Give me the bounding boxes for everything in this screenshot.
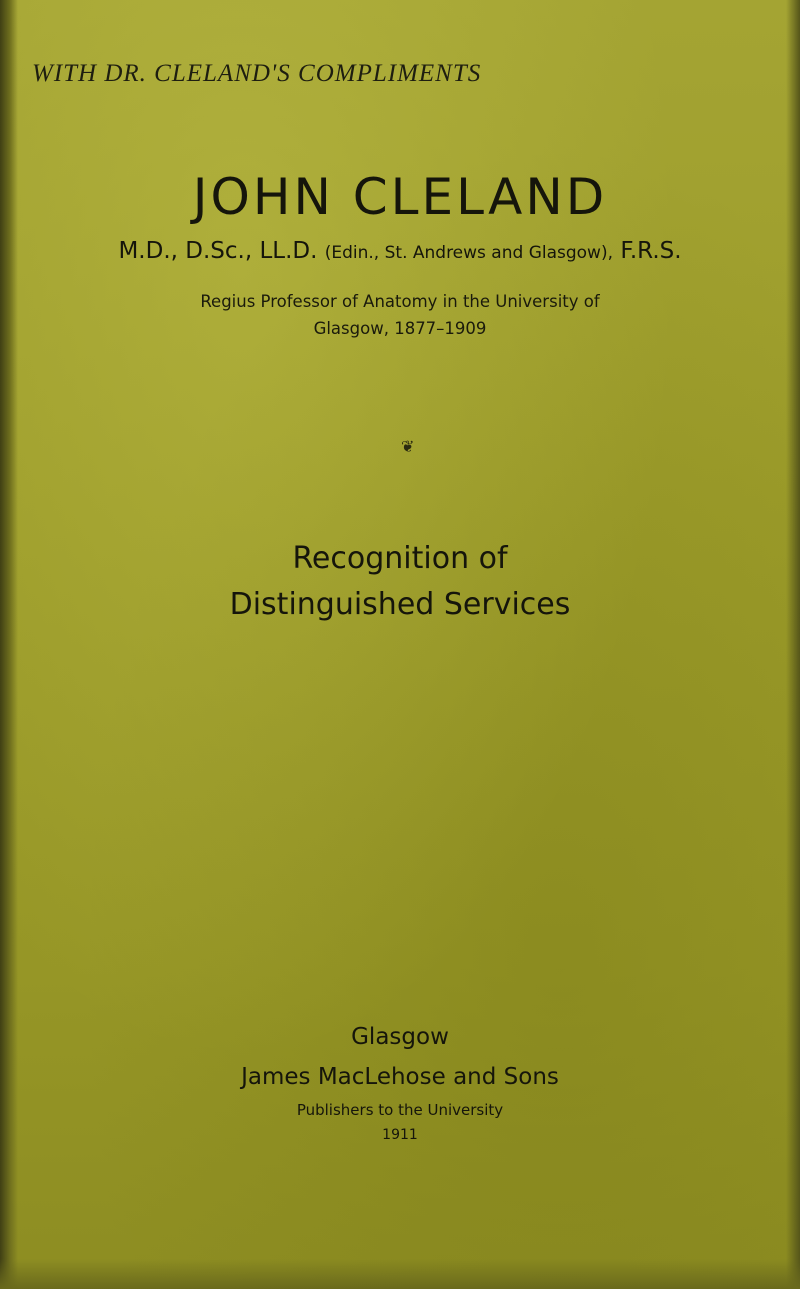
fleuron-ornament-icon: ❦ (401, 437, 415, 456)
degrees-prefix: M.D., D.Sc., LL.D. (118, 238, 318, 264)
imprint-publisher: James MacLehose and Sons (241, 1064, 559, 1090)
position-line-2: Glasgow, 1877–1909 (313, 319, 487, 338)
imprint-role: Publishers to the University (296, 1101, 504, 1119)
author-name: JOHN CLELAND (192, 168, 608, 226)
book-title-line-1: Recognition of (292, 541, 508, 576)
position-line-1: Regius Professor of Anatomy in the University of (200, 292, 600, 311)
imprint (0, 1022, 800, 1146)
handwritten-inscription: WITH DR. CLELAND'S COMPLIMENTS (32, 60, 482, 87)
imprint-year: 1911 (382, 1127, 418, 1143)
author-position (0, 288, 800, 342)
cover-bottom-edge (0, 1259, 800, 1289)
degrees-suffix: F.R.S. (620, 238, 682, 264)
degrees-universities: (Edin., St. Andrews and Glasgow), (324, 243, 613, 263)
author-degrees (0, 238, 800, 264)
book-title-line-2: Distinguished Services (229, 587, 571, 622)
imprint-place: Glasgow (351, 1024, 449, 1050)
book-title (0, 536, 800, 628)
